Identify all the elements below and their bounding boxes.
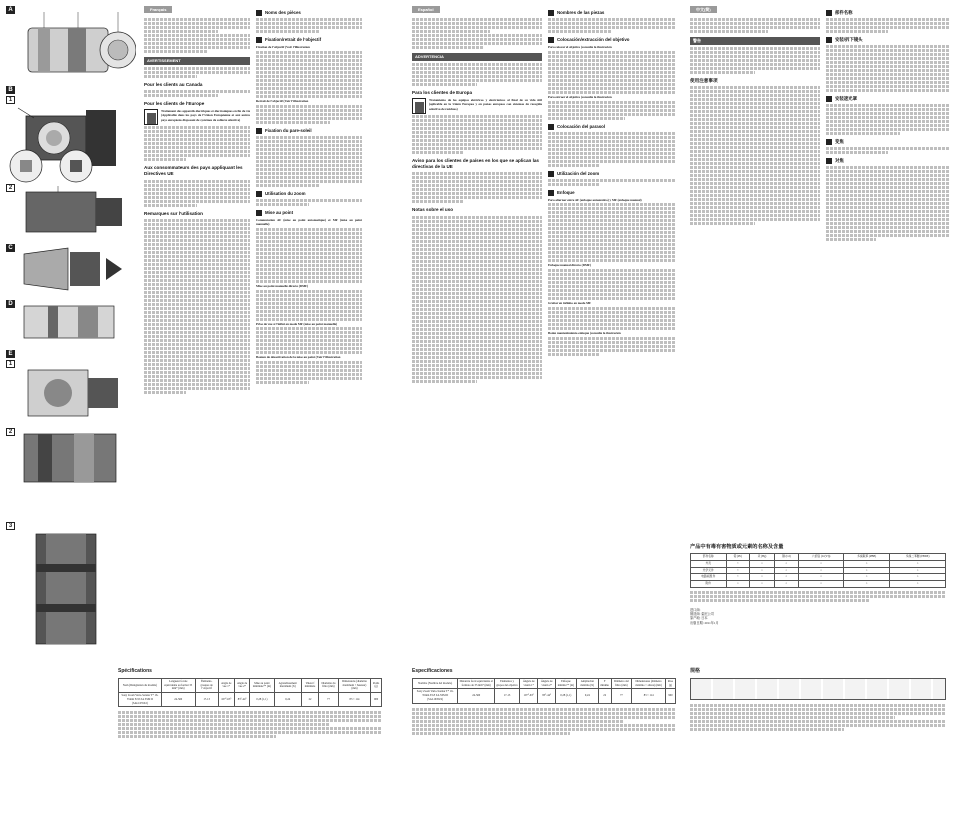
spec-value-cell-8: 77 bbox=[611, 689, 632, 703]
hazard-table-section bbox=[690, 540, 946, 625]
parts-names-heading: Nombres de las piezas bbox=[548, 10, 676, 16]
figure-label-e: E bbox=[6, 350, 15, 358]
spec-title: Especificaciones bbox=[412, 668, 453, 674]
section-marker-icon bbox=[548, 171, 554, 177]
spec-value-cell-8: 77 bbox=[319, 693, 339, 707]
section-marker-icon bbox=[826, 139, 832, 145]
origin-value: 日本 bbox=[701, 616, 708, 621]
spec-title: 规格 bbox=[690, 668, 701, 674]
spec-header-cell-3: Ángulo de visión 1* bbox=[520, 678, 538, 689]
lens-diagram-c bbox=[18, 244, 128, 294]
section-marker-icon bbox=[256, 37, 262, 43]
spec-header-cell-0: Nom (Désignation du modèle) bbox=[119, 678, 162, 692]
remove-subheading: Retrait de l’objectif (Voir l’illustration bbox=[256, 98, 309, 103]
spec-value-cell-7: 22 bbox=[598, 689, 611, 703]
spec-section-spanish bbox=[412, 668, 676, 736]
focus-heading: Mise au point bbox=[256, 210, 362, 216]
table-row bbox=[691, 574, 946, 581]
origin-label: 原产地: bbox=[690, 616, 701, 621]
hazard-header-cell-3: 镉 (Cd) bbox=[774, 554, 798, 561]
hazard-cell-1-1: × bbox=[726, 567, 750, 574]
spec-value-cell-2: 17-13 bbox=[195, 693, 218, 707]
print-date-label: 出版日期: bbox=[690, 620, 704, 625]
spec-header-cell-4: Angle de vue 2* bbox=[234, 678, 249, 692]
lens-diagram-d bbox=[18, 300, 128, 344]
hold-button-subheading: Bouton de désactivation de la mise au point (Voir l’illustration bbox=[256, 355, 341, 360]
language-tab-chinese: 中文(简) bbox=[690, 6, 717, 13]
hazard-cell-0-2: ○ bbox=[750, 560, 775, 567]
hazard-header-cell-6: 多溴二苯醚 (PBDE) bbox=[890, 554, 946, 561]
hazard-cell-2-2: ○ bbox=[750, 574, 775, 581]
figure-label-c: C bbox=[6, 244, 15, 252]
weee-bin-icon bbox=[144, 109, 158, 125]
spec-header-cell-9: Dimensiones (diámetro máximo × altura) (mm) bbox=[632, 678, 666, 689]
spec-header-cell-1: Longueur focale équivalente au format 35 mm* (mm) bbox=[161, 678, 195, 692]
hood-heading: 安装遮光罩 bbox=[826, 96, 950, 102]
figure-label-b: B bbox=[6, 86, 15, 94]
spec-value-cell-3: 107°-63° bbox=[218, 693, 234, 707]
lens-diagram-a bbox=[18, 8, 136, 84]
hazard-cell-0-3: ○ bbox=[774, 560, 798, 567]
hazard-cell-1-6: ○ bbox=[890, 567, 946, 574]
mount-subheading: Para colocar el objetivo (consulte la ilustración bbox=[548, 45, 612, 49]
mount-subheading: Fixation de l’objectif (Voir l’illustration bbox=[256, 45, 310, 49]
warning-header: 警告 bbox=[690, 37, 820, 44]
spec-header-cell-6: Agrandissement maximum (X) bbox=[274, 678, 301, 692]
section-marker-icon bbox=[548, 37, 554, 43]
spec-header-cell-0: Nombre (Nombre del modelo) bbox=[413, 678, 458, 689]
spec-header-cell-4: Ángulo de visión 2* bbox=[538, 678, 556, 689]
french-column-b bbox=[256, 6, 362, 385]
remarks-heading: Remarques sur l’utilisation bbox=[144, 210, 203, 216]
remove-subheading: Para extraer el objetivo (consulte la ilustración bbox=[548, 94, 612, 99]
lens-diagram-e2 bbox=[18, 428, 128, 488]
spec-value-cell-6: 0,24 bbox=[576, 689, 598, 703]
spec-value-cell-7: 22 bbox=[301, 693, 318, 707]
language-tab-french: Français bbox=[144, 6, 172, 13]
spec-header-cell-8: Diamètre du filtre (mm) bbox=[319, 678, 339, 692]
spec-header-cell-10: Poids (g) bbox=[371, 678, 382, 692]
section-marker-icon bbox=[256, 10, 262, 16]
spec-value-cell-6: 0,24 bbox=[274, 693, 301, 707]
hazard-header-cell-1: 铅 (Pb) bbox=[726, 554, 750, 561]
figure-label-a: A bbox=[6, 6, 15, 14]
hazard-header-cell-2: 汞 (Hg) bbox=[750, 554, 775, 561]
mount-heading: Fixation/retrait de l’objectif bbox=[256, 37, 362, 43]
spec-value-cell-0: Sony Zoom Vario-Sonnar T* 16-35mm F2.8 ZA SSM II (SAL1635Z2) bbox=[119, 693, 162, 707]
manufacturer-label: 制造商: bbox=[690, 612, 701, 617]
spec-value-cell-5: 0,28 (1,1) bbox=[250, 693, 274, 707]
hazard-cell-3-5: ○ bbox=[844, 581, 890, 588]
spec-title: Spécifications bbox=[118, 668, 152, 674]
spec-header-cell-3: Angle de vue 1* bbox=[218, 678, 234, 692]
section-marker-icon bbox=[548, 124, 554, 130]
hazard-header-cell-5: 多溴联苯 (PBB) bbox=[844, 554, 890, 561]
spec-header-cell-8: Diámetro del filtro (mm) bbox=[611, 678, 632, 689]
spec-table bbox=[118, 678, 382, 708]
hazard-cell-2-1: × bbox=[726, 574, 750, 581]
hazard-cell-1-2: ○ bbox=[750, 567, 775, 574]
europe-heading: Pour les clients de l’Europe bbox=[144, 100, 205, 106]
spec-section-chinese bbox=[690, 668, 946, 732]
hazard-header-cell-4: 六价铬 (Cr(VI)) bbox=[799, 554, 844, 561]
figure-label-e3: 3 bbox=[6, 522, 15, 530]
spec-value-cell-1: 24-560 bbox=[458, 689, 495, 703]
hazard-cell-2-0: 电路板组件 bbox=[691, 574, 727, 581]
parts-names-heading: 部件名称 bbox=[826, 10, 950, 16]
eu-directives-heading: Aux consommateurs des pays appliquant les Directives UE bbox=[144, 165, 243, 177]
spec-value-cell-5: 0,28 (1,1) bbox=[556, 689, 577, 703]
spec-header-cell-7: F mínimo bbox=[598, 678, 611, 689]
lens-diagram-b2 bbox=[18, 186, 128, 238]
hazard-cell-3-6: ○ bbox=[890, 581, 946, 588]
hazard-table bbox=[690, 553, 946, 588]
europe-heading: Para los clientes de Europa bbox=[412, 89, 472, 95]
spec-value-cell-2: 17-13 bbox=[495, 689, 520, 703]
spec-table bbox=[412, 678, 676, 704]
lens-diagram-e1 bbox=[18, 362, 128, 424]
zoom-heading: Utilisation du zoom bbox=[256, 191, 362, 197]
hazard-cell-2-4: ○ bbox=[799, 574, 844, 581]
spec-value-cell-1: 24-560 bbox=[161, 693, 195, 707]
hazard-cell-1-5: ○ bbox=[844, 567, 890, 574]
hazard-cell-1-3: ○ bbox=[774, 567, 798, 574]
spanish-column-a bbox=[412, 6, 542, 384]
figure-label-b1: 1 bbox=[6, 96, 15, 104]
spec-header-cell-9: Dimensions (diamètre maximum × hauteur) (mm) bbox=[338, 678, 370, 692]
eu-directives-heading: Aviso para los clientes de países en los que se aplican las directivas de la UE bbox=[412, 157, 539, 170]
figure-label-e2: 2 bbox=[6, 428, 15, 436]
hazard-cell-0-0: 外壳 bbox=[691, 560, 727, 567]
hazard-cell-3-4: ○ bbox=[799, 581, 844, 588]
spec-header-cell-5: Enfoque mínimo** (m) bbox=[556, 678, 577, 689]
french-column-a bbox=[144, 6, 250, 395]
spec-value-cell-10: 900 bbox=[371, 693, 382, 707]
spec-value-cell-9: 83 × 114 bbox=[632, 689, 666, 703]
print-date-value: 2011年1月 bbox=[704, 620, 719, 625]
hold-button-subheading: Botón mantenimiento enfoque (consulte la ilustración bbox=[548, 331, 621, 336]
hazard-header-cell-0: 部件名称 bbox=[691, 554, 727, 561]
zoom-heading: 变焦 bbox=[826, 139, 950, 145]
figure-label-d: D bbox=[6, 300, 15, 308]
spec-value-cell-4: 83°-44° bbox=[538, 689, 556, 703]
hazard-cell-1-0: 光学元件 bbox=[691, 567, 727, 574]
lens-diagram-b-closeups bbox=[6, 146, 131, 186]
usage-notes-heading: Notas sobre el uso bbox=[412, 207, 454, 213]
hood-heading: Colocación del parasol bbox=[548, 124, 676, 130]
section-marker-icon bbox=[256, 210, 262, 216]
figure-label-b2: 2 bbox=[6, 184, 15, 192]
section-marker-icon bbox=[256, 191, 262, 197]
hazard-cell-0-4: ○ bbox=[799, 560, 844, 567]
section-marker-icon bbox=[826, 96, 832, 102]
parts-names-heading: Noms des pièces bbox=[256, 10, 362, 16]
chinese-column-a bbox=[690, 6, 820, 226]
spec-header-cell-2: Elementos y grupos del objetivo bbox=[495, 678, 520, 689]
spec-value-cell-10: 900 bbox=[665, 689, 675, 703]
lens-diagram-e3 bbox=[18, 524, 128, 656]
spec-value-cell-3: 107°-63° bbox=[520, 689, 538, 703]
hazard-cell-3-2: ○ bbox=[750, 581, 775, 588]
af-mf-subheading: Para alternar entre AF (enfoque automático) y MF (enfoque manual) bbox=[548, 197, 642, 202]
spec-section-french bbox=[118, 668, 382, 739]
spec-header-cell-6: Ampliación máxima (X) bbox=[576, 678, 598, 689]
warning-header: ADVERTENCIA bbox=[412, 53, 542, 60]
hazard-cell-2-3: ○ bbox=[774, 574, 798, 581]
infinity-subheading: Grabar en infinito en modo MF bbox=[548, 301, 592, 306]
table-row bbox=[691, 560, 946, 567]
section-marker-icon bbox=[256, 128, 262, 134]
af-mf-subheading: Commutation AF (mise au point automatique) et MF (mise au point manuelle) bbox=[256, 217, 362, 226]
spec-header-cell-2: Éléments-groupes de l’objectif bbox=[195, 678, 218, 692]
focus-heading: Enfoque bbox=[548, 190, 676, 196]
chinese-column-b bbox=[826, 6, 950, 242]
hood-heading: Fixation du pare-soleil bbox=[256, 128, 362, 134]
infinity-subheading: Prise de vue à l’infini en mode MF (mise au point manuelle) bbox=[256, 321, 338, 326]
focus-heading: 对焦 bbox=[826, 158, 950, 164]
hazard-cell-3-3: ○ bbox=[774, 581, 798, 588]
dmf-subheading: Mise au point manuelle directe (DMF) bbox=[256, 283, 309, 288]
zoom-heading: Utilización del zoom bbox=[548, 171, 676, 177]
section-marker-icon bbox=[826, 158, 832, 164]
spec-header-cell-1: Distancia focal equivalente al formato de 35 mm* (mm) bbox=[458, 678, 495, 689]
hazard-cell-2-5: ○ bbox=[844, 574, 890, 581]
spec-table bbox=[690, 678, 946, 700]
mount-heading: Colocación/extracción del objetivo bbox=[548, 37, 676, 43]
hazard-cell-0-1: × bbox=[726, 560, 750, 567]
figure-label-e1: 1 bbox=[6, 360, 15, 368]
hazard-cell-3-1: ○ bbox=[726, 581, 750, 588]
weee-bin-icon bbox=[412, 98, 426, 114]
usage-notes-heading: 使用注意事项 bbox=[690, 77, 718, 83]
hazard-cell-1-4: ○ bbox=[799, 567, 844, 574]
manufacturer-value: 索尼公司 bbox=[701, 612, 714, 617]
spanish-column-b bbox=[548, 6, 676, 357]
hazard-cell-3-0: 附件 bbox=[691, 581, 727, 588]
section-marker-icon bbox=[826, 10, 832, 16]
spec-header-cell-10: Peso (g) bbox=[665, 678, 675, 689]
spec-value-cell-4: 83°-44° bbox=[234, 693, 249, 707]
spec-value-cell-0: Sony Zoom Vario-Sonnar T* 16-35mm F2.8 ZA SSM II (SAL1635Z2) bbox=[413, 689, 458, 703]
hazard-table-title: 产品中有毒有害物质或元素的名称及含量 bbox=[690, 544, 784, 550]
weee-heading: Tratamiento de los equipos eléctricos y electrónicos al final de su vida útil (aplicable en la Unión Europea y en países europeos con sistemas de recogida selectiva de residuos) bbox=[429, 97, 542, 111]
hazard-cell-0-6: ○ bbox=[890, 560, 946, 567]
weee-heading: Traitement des appareils électriques et électroniques en fin de vie (Applicable dans les pays de l’Union Européenne et aux autres pays européens disposant de systèmes de collecte sélective) bbox=[161, 109, 250, 122]
spec-value-cell-9: 83 × 114 bbox=[338, 693, 370, 707]
table-row bbox=[691, 581, 946, 588]
table-row bbox=[691, 567, 946, 574]
canada-heading: Pour les clients au Canada bbox=[144, 81, 203, 87]
section-marker-icon bbox=[826, 37, 832, 43]
section-marker-icon bbox=[548, 190, 554, 196]
spec-header-cell-7: Valeur f minimale bbox=[301, 678, 318, 692]
language-tab-spanish: Español bbox=[412, 6, 440, 13]
spec-header-cell-5: Mise au point minimale** (m) bbox=[250, 678, 274, 692]
hazard-cell-2-6: ○ bbox=[890, 574, 946, 581]
section-marker-icon bbox=[548, 10, 554, 16]
importer-label: 进口商: bbox=[690, 607, 701, 612]
hazard-cell-0-5: ○ bbox=[844, 560, 890, 567]
warning-header: AVERTISSEMENT bbox=[144, 57, 250, 64]
dmf-subheading: Enfoque manual directo (DMF) bbox=[548, 263, 592, 268]
mount-heading: 安装/拆下镜头 bbox=[826, 37, 950, 43]
